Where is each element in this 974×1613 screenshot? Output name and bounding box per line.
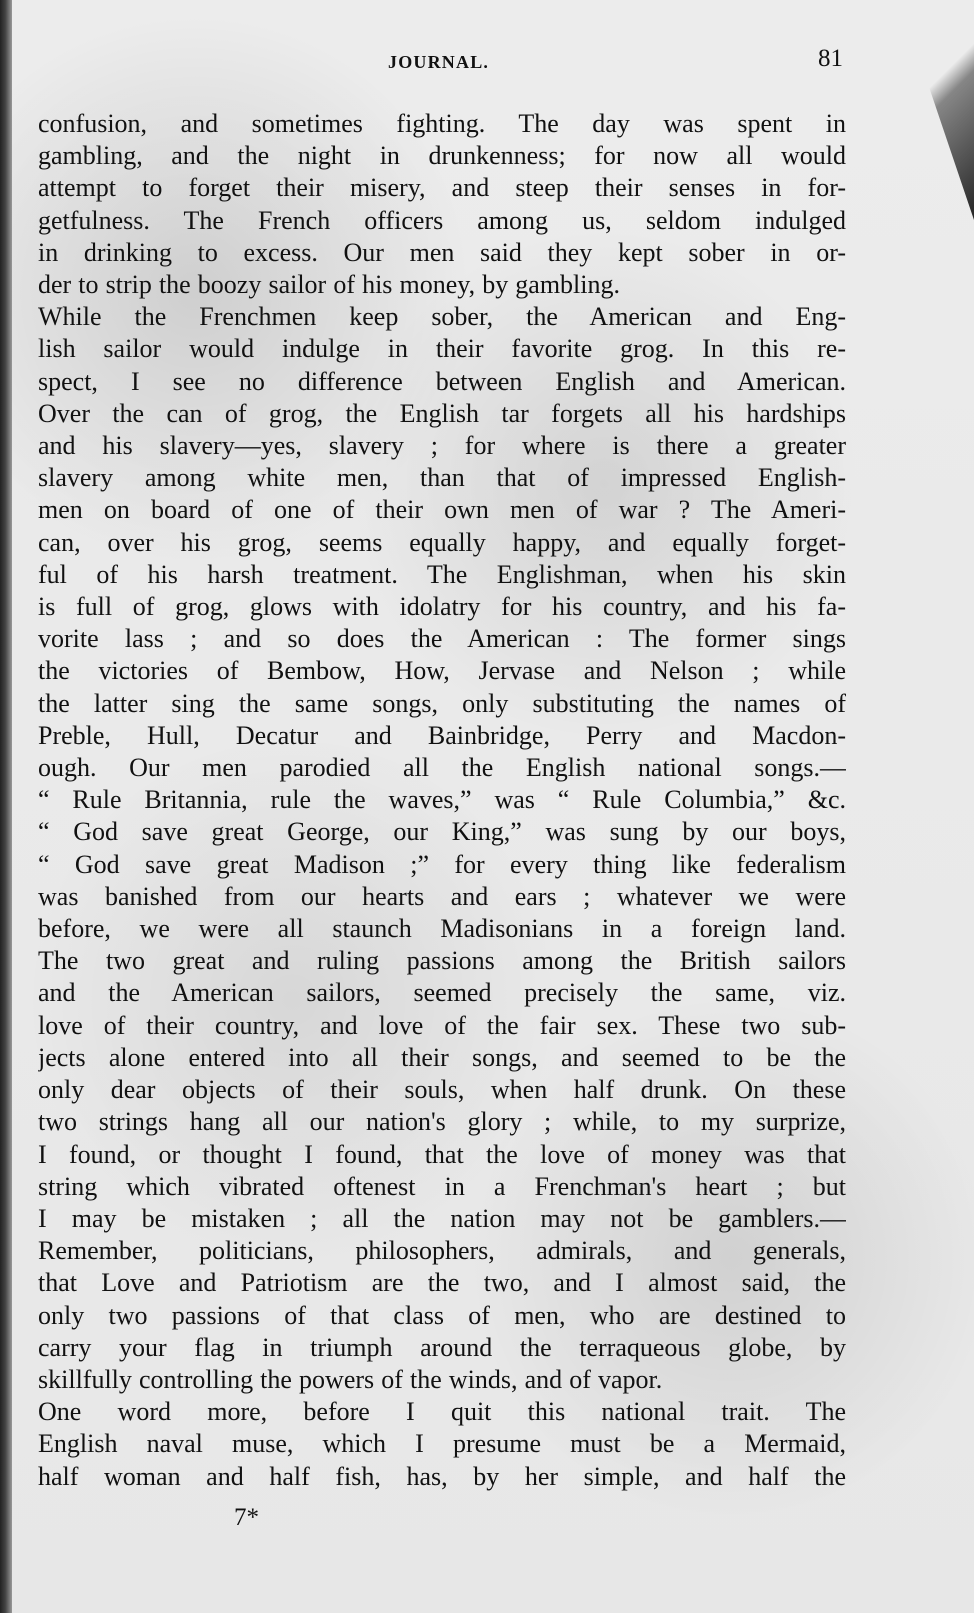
text-line: men on board of one of their own men of war ? The Ameri-	[38, 495, 846, 525]
text-line: slavery among white men, than that of impressed English-	[38, 463, 846, 493]
text-line: While the Frenchmen keep sober, the American and Eng-	[38, 302, 846, 332]
text-line: was banished from our hearts and ears ; whatever we were	[38, 881, 846, 911]
running-header: JOURNAL.	[388, 52, 490, 72]
text-line: The two great and ruling passions among the British sailors	[38, 946, 846, 976]
text-line: jects alone entered into all their songs, and seemed to be the	[38, 1042, 846, 1072]
page-number: 81	[818, 45, 843, 72]
text-line: English naval muse, which I presume must be a Mermaid,	[38, 1429, 846, 1459]
text-line: is full of grog, glows with idolatry for his country, and his fa-	[38, 592, 846, 622]
text-line: and his slavery—yes, slavery ; for where is there a greater	[38, 431, 846, 461]
page-corner-shadow	[854, 0, 974, 220]
signature-mark: 7*	[234, 1504, 259, 1531]
text-line: only dear objects of their souls, when half drunk. On these	[38, 1075, 846, 1105]
text-line: “ Rule Britannia, rule the waves,” was “ Rule Columbia,” &c.	[38, 785, 846, 815]
text-line: One word more, before I quit this national trait. The	[38, 1397, 846, 1427]
text-line: getfulness. The French officers among us, seldom indulged	[38, 205, 846, 235]
text-line: attempt to forget their misery, and steep their senses in for-	[38, 173, 846, 203]
text-line: half woman and half fish, has, by her simple, and half the	[38, 1461, 846, 1491]
text-line: gambling, and the night in drunkenness; for now all would	[38, 141, 846, 171]
text-line: skillfully controlling the powers of the winds, and of vapor.	[38, 1364, 663, 1394]
text-line: the victories of Bembow, How, Jervase and Nelson ; while	[38, 656, 846, 686]
text-line: confusion, and sometimes fighting. The day was spent in	[38, 109, 846, 138]
text-line: ful of his harsh treatment. The Englishman, when his skin	[38, 559, 846, 589]
page-text	[38, 108, 846, 1493]
text-line: in drinking to excess. Our men said they kept sober in or-	[38, 237, 846, 267]
text-line: before, we were all staunch Madisonians in a foreign land.	[38, 914, 846, 944]
text-line: I may be mistaken ; all the nation may not be gamblers.—	[38, 1203, 846, 1233]
text-line: love of their country, and love of the fair sex. These two sub-	[38, 1010, 846, 1040]
text-line: lish sailor would indulge in their favorite grog. In this re-	[38, 334, 846, 364]
text-line: that Love and Patriotism are the two, and I almost said, the	[38, 1268, 846, 1298]
page-left-edge	[0, 0, 12, 1613]
text-line: Preble, Hull, Decatur and Bainbridge, Perry and Macdon-	[38, 720, 846, 750]
text-line: Over the can of grog, the English tar forgets all his hardships	[38, 398, 846, 428]
text-line: I found, or thought I found, that the love of money was that	[38, 1139, 846, 1169]
text-line: Remember, politicians, philosophers, admirals, and generals,	[38, 1236, 846, 1266]
text-line: the latter sing the same songs, only substituting the names of	[38, 688, 846, 718]
text-line: two strings hang all our nation's glory ; while, to my surprize,	[38, 1107, 846, 1137]
text-line: spect, I see no difference between English and American.	[38, 366, 846, 396]
text-line: ough. Our men parodied all the English national songs.—	[38, 753, 846, 783]
text-line: carry your flag in triumph around the terraqueous globe, by	[38, 1332, 846, 1362]
text-line: “ God save great George, our King,” was sung by our boys,	[38, 817, 846, 847]
text-line: and the American sailors, seemed precisely the same, viz.	[38, 978, 846, 1008]
text-line: only two passions of that class of men, who are destined to	[38, 1300, 846, 1330]
text-line: “ God save great Madison ;” for every thing like federalism	[38, 849, 846, 879]
text-line: vorite lass ; and so does the American : The former sings	[38, 624, 846, 654]
text-line: string which vibrated oftenest in a Frenchman's heart ; but	[38, 1171, 846, 1201]
text-line: can, over his grog, seems equally happy, and equally forget-	[38, 527, 846, 557]
text-line: der to strip the boozy sailor of his money, by gambling.	[38, 270, 620, 300]
